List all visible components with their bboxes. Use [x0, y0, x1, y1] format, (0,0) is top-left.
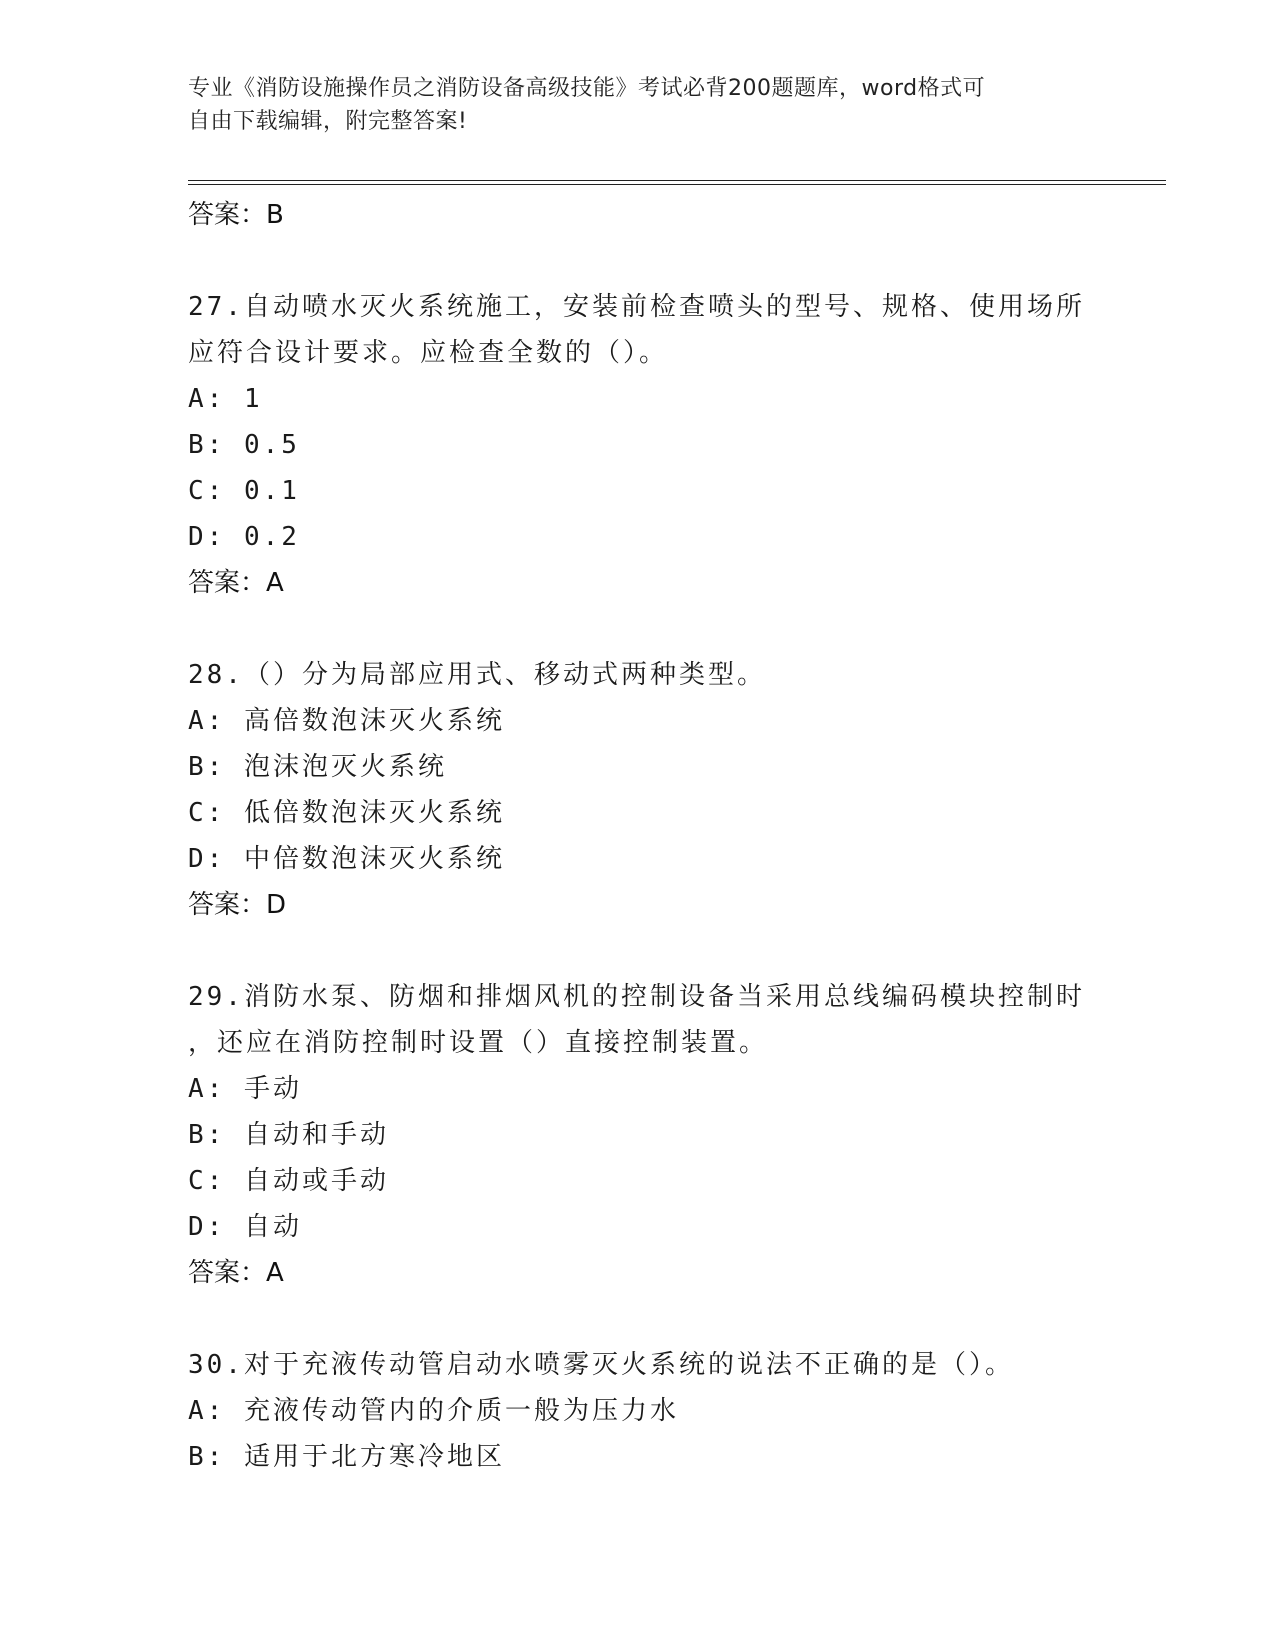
option-text: 0.5 [243, 430, 300, 460]
question-stem [188, 652, 1118, 698]
question-stem-line: ，还应在消防控制时设置（）直接控制装置。 [188, 1028, 769, 1058]
option-key: A : [188, 1074, 244, 1104]
option-key: B : [188, 430, 244, 460]
option-b [188, 422, 1118, 468]
question-stem-line: 29.消防水泵、防烟和排烟风机的控制设备当采用总线编码模块控制时 [188, 982, 1085, 1012]
option-a [188, 698, 1118, 744]
option-text: 低倍数泡沫灭火系统 [243, 798, 505, 828]
option-c [188, 468, 1118, 514]
header-line-2: 自由下载编辑，附完整答案! [188, 109, 468, 134]
option-key: D : [188, 844, 244, 874]
option-key: C : [188, 1166, 244, 1196]
option-key: D : [188, 522, 244, 552]
option-text: 手动 [243, 1074, 302, 1104]
spacer [188, 1296, 1118, 1342]
option-key: C : [188, 476, 244, 506]
option-text: 0.2 [243, 522, 300, 552]
option-b [188, 1112, 1118, 1158]
option-c [188, 790, 1118, 836]
option-key: D : [188, 1212, 244, 1242]
question-block [188, 652, 1118, 928]
option-text: 1 [243, 384, 263, 414]
spacer [188, 238, 1118, 284]
question-stem-line: 27.自动喷水灭火系统施工，安装前检查喷头的型号、规格、使用场所 [188, 292, 1085, 322]
option-d [188, 514, 1118, 560]
answer-line: 答案：B [188, 200, 284, 230]
option-c [188, 1158, 1118, 1204]
spacer [188, 928, 1118, 974]
option-b [188, 1434, 1118, 1480]
option-key: C : [188, 798, 244, 828]
option-text: 高倍数泡沫灭火系统 [243, 706, 505, 736]
option-key: B : [188, 752, 244, 782]
option-text: 自动或手动 [243, 1166, 389, 1196]
answer-line: 答案：A [188, 1258, 284, 1288]
option-a [188, 376, 1118, 422]
answer-line: 答案：D [188, 890, 287, 920]
option-key: B : [188, 1442, 244, 1472]
option-text: 0.1 [243, 476, 300, 506]
option-text: 泡沫泡灭火系统 [243, 752, 447, 782]
header-line-1: 专业《消防设施操作员之消防设备高级技能》考试必背200题题库，word格式可 [188, 76, 986, 101]
option-d [188, 836, 1118, 882]
option-text: 中倍数泡沫灭火系统 [243, 844, 505, 874]
question-list [188, 188, 1118, 1480]
answer-line: 答案：A [188, 568, 284, 598]
option-a [188, 1388, 1118, 1434]
question-block [188, 284, 1118, 606]
question-stem [188, 284, 1118, 376]
question-stem [188, 1342, 1118, 1388]
option-text: 自动和手动 [243, 1120, 389, 1150]
question-block [188, 974, 1118, 1296]
question-stem [188, 974, 1118, 1066]
question-stem-line: 28.（）分为局部应用式、移动式两种类型。 [188, 660, 766, 690]
option-text: 适用于北方寒冷地区 [243, 1442, 505, 1472]
option-key: B : [188, 1120, 244, 1150]
option-key: A : [188, 384, 244, 414]
spacer [188, 606, 1118, 652]
option-key: A : [188, 706, 244, 736]
page-header [188, 72, 1088, 138]
option-text: 充液传动管内的介质一般为压力水 [243, 1396, 679, 1426]
option-a [188, 1066, 1118, 1112]
option-text: 自动 [243, 1212, 302, 1242]
header-divider [188, 180, 1166, 185]
option-b [188, 744, 1118, 790]
option-key: A : [188, 1396, 244, 1426]
question-stem-line: 30.对于充液传动管启动水喷雾灭火系统的说法不正确的是（）。 [188, 1350, 1014, 1380]
question-block [188, 1342, 1118, 1480]
option-d [188, 1204, 1118, 1250]
question-stem-line: 应符合设计要求。应检查全数的（）。 [188, 338, 669, 368]
